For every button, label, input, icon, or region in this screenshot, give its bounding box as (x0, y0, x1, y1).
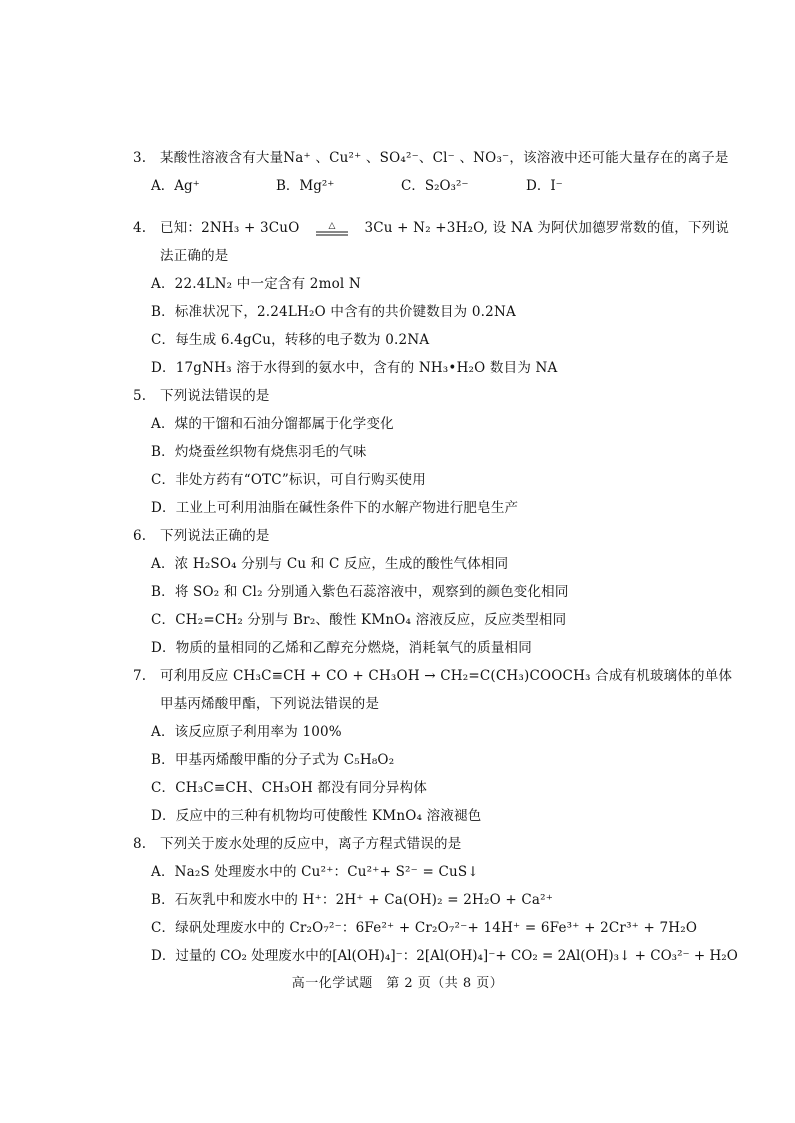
question-4-option-c: C．每生成 6.4gCu，转移的电子数为 0.2NA (151, 332, 430, 348)
question-4-option-d: D．17gNH₃ 溶于水得到的氨水中，含有的 NH₃•H₂O 数目为 NA (151, 360, 558, 376)
question-3-options (151, 176, 711, 196)
question-5-option-a: A．煤的干馏和石油分馏都属于化学变化 (151, 416, 394, 432)
question-5-option-d: D．工业上可利用油脂在碱性条件下的水解产物进行肥皂生产 (151, 500, 519, 516)
question-4-stem-line-1 (160, 218, 729, 239)
question-4-option-a: A．22.4LN₂ 中一定含有 2mol N (151, 276, 361, 292)
question-8-stem: 下列关于废水处理的反应中，离子方程式错误的是 (160, 836, 462, 852)
heating-arrow (304, 219, 360, 240)
question-3-option-b: B．Mg²⁺ (276, 178, 335, 194)
page-footer: 高一化学试题 第 2 页（共 8 页） (291, 976, 504, 991)
question-6-number: 6. (133, 528, 147, 544)
question-7-option-c: C．CH₃C≡CH、CH₃OH 都没有同分异构体 (151, 780, 428, 796)
question-3-option-c: C．S₂O₃²⁻ (401, 178, 469, 194)
question-7-stem-line-1: 可利用反应 CH₃C≡CH + CO + CH₃OH → CH₂=C(CH₃)COOCH₃ 合成有机玻璃体的单体 (160, 668, 733, 684)
question-7-number: 7. (133, 668, 147, 684)
question-8-option-b: B．石灰乳中和废水中的 H⁺：2H⁺ + Ca(OH)₂ = 2H₂O + Ca²⁺ (151, 892, 554, 908)
question-8-number: 8. (133, 836, 147, 852)
question-4-stem-reactants: 已知：2NH₃ + 3CuO (160, 220, 300, 236)
equals-arrow-icon (310, 219, 354, 239)
question-4-stem-products: 3Cu + N₂ +3H₂O, 设 NA 为阿伏加德罗常数的值，下列说 (364, 220, 730, 236)
heating-symbol: △ (328, 220, 336, 231)
question-8-option-d: D．过量的 CO₂ 处理废水中的[Al(OH)₄]⁻：2[Al(OH)₄]⁻+ CO₂ = 2Al(OH)₃↓ + CO₃²⁻ + H₂O (151, 948, 738, 964)
question-7-option-b: B．甲基丙烯酸甲酯的分子式为 C₅H₈O₂ (151, 752, 395, 768)
question-3-option-a: A．Ag⁺ (151, 178, 200, 194)
question-4-stem-line-2: 法正确的是 (160, 248, 229, 264)
question-6-option-a: A．浓 H₂SO₄ 分别与 Cu 和 C 反应，生成的酸性气体相同 (151, 556, 509, 572)
question-8-option-a: A．Na₂S 处理废水中的 Cu²⁺：Cu²⁺+ S²⁻ = CuS↓ (151, 864, 479, 880)
question-4-option-b: B．标准状况下，2.24LH₂O 中含有的共价键数目为 0.2NA (151, 304, 516, 320)
question-5-option-b: B．灼烧蚕丝织物有烧焦羽毛的气味 (151, 444, 367, 460)
question-3-number: 3. (133, 150, 147, 166)
question-5-option-c: C．非处方药有“OTC”标识，可自行购买使用 (151, 472, 426, 488)
question-5-stem: 下列说法错误的是 (160, 388, 270, 404)
question-7-stem-line-2: 甲基丙烯酸甲酯，下列说法错误的是 (160, 696, 380, 712)
question-7-option-d: D．反应中的三种有机物均可使酸性 KMnO₄ 溶液褪色 (151, 808, 482, 824)
question-7-option-a: A．该反应原子利用率为 100% (151, 724, 342, 740)
question-6-option-d: D．物质的量相同的乙烯和乙醇充分燃烧，消耗氧气的质量相同 (151, 640, 532, 656)
question-5-number: 5. (133, 388, 147, 404)
question-6-option-c: C．CH₂=CH₂ 分别与 Br₂、酸性 KMnO₄ 溶液反应，反应类型相同 (151, 612, 567, 628)
question-3-stem: 某酸性溶液含有大量Na⁺ 、Cu²⁺ 、SO₄²⁻、Cl⁻ 、NO₃⁻，该溶液中还可能大量存在的离子是 (160, 150, 729, 166)
question-8-option-c: C．绿矾处理废水中的 Cr₂O₇²⁻：6Fe²⁺ + Cr₂O₇²⁻+ 14H⁺ = 6Fe³⁺ + 2Cr³⁺ + 7H₂O (151, 920, 698, 936)
question-6-option-b: B．将 SO₂ 和 Cl₂ 分别通入紫色石蕊溶液中，观察到的颜色变化相同 (151, 584, 569, 600)
question-3-option-d: D．I⁻ (526, 178, 563, 194)
question-4-number: 4. (133, 220, 147, 236)
question-6-stem: 下列说法正确的是 (160, 528, 270, 544)
